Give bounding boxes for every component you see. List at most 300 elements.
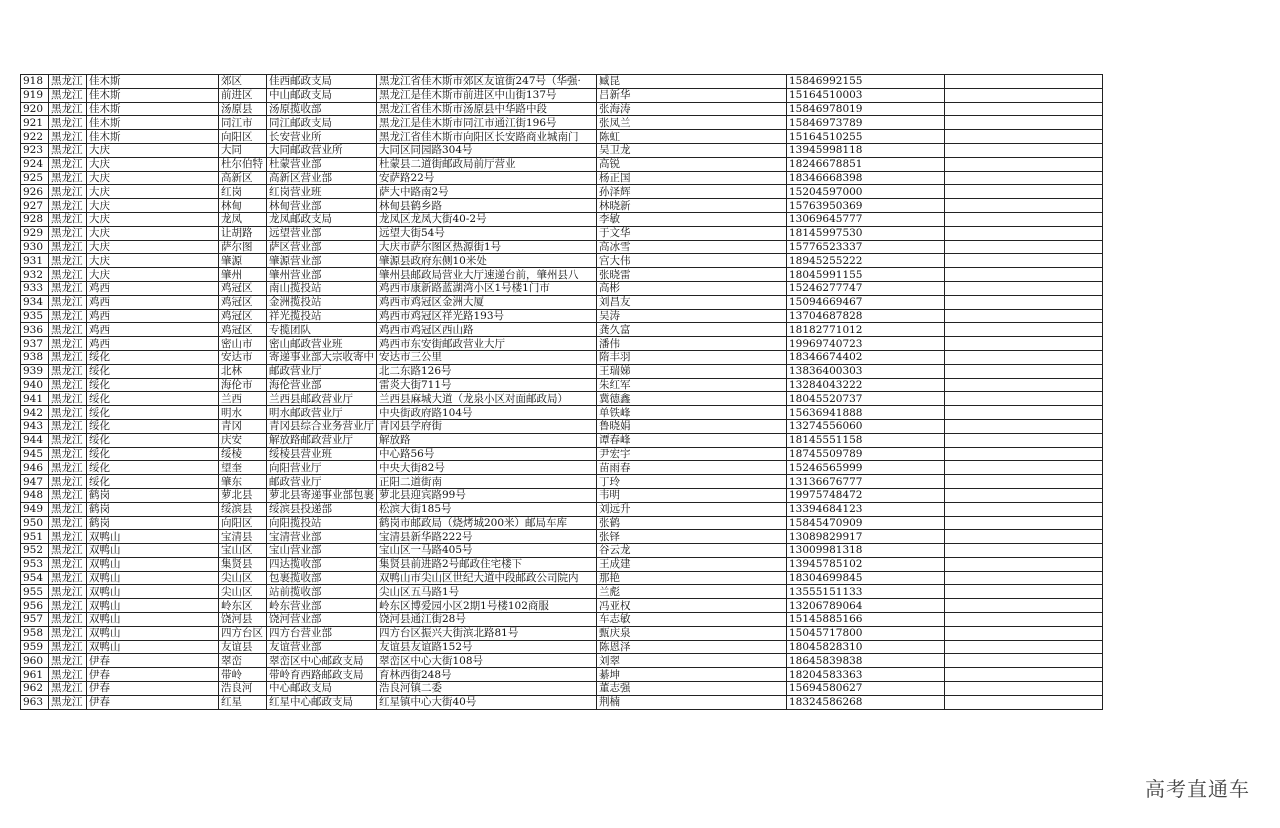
city-cell: 绥化 — [87, 392, 219, 406]
remark-cell — [945, 212, 1103, 226]
table-row — [21, 364, 1103, 378]
address-cell: 黑龙江省佳木斯市郊区友谊街247号（华强· — [377, 75, 597, 89]
phone-cell: 19969740723 — [787, 337, 945, 351]
remark-cell — [945, 530, 1103, 544]
district-cell: 浩良河 — [219, 682, 267, 696]
city-cell: 鸡西 — [87, 295, 219, 309]
province-cell: 黑龙江 — [49, 337, 87, 351]
province-cell: 黑龙江 — [49, 447, 87, 461]
row-number-cell: 933 — [21, 281, 49, 295]
province-cell: 黑龙江 — [49, 350, 87, 364]
contact-name-cell: 潘伟 — [597, 337, 787, 351]
address-cell: 安萨路22号 — [377, 171, 597, 185]
table-row — [21, 571, 1103, 585]
contact-name-cell: 陈恩泽 — [597, 640, 787, 654]
unit-cell: 密山邮政营业班 — [267, 337, 377, 351]
phone-cell: 18204583363 — [787, 668, 945, 682]
province-cell: 黑龙江 — [49, 516, 87, 530]
contact-name-cell: 荆楠 — [597, 695, 787, 709]
address-cell: 双鸭山市尖山区世纪大道中段邮政公司院内 — [377, 571, 597, 585]
unit-cell: 大同邮政营业所 — [267, 143, 377, 157]
table-row — [21, 599, 1103, 613]
row-number-cell: 956 — [21, 599, 49, 613]
contact-name-cell: 刘翠 — [597, 654, 787, 668]
province-cell: 黑龙江 — [49, 488, 87, 502]
unit-cell: 红星中心邮政支局 — [267, 695, 377, 709]
city-cell: 佳木斯 — [87, 75, 219, 89]
contact-name-cell: 尹宏宇 — [597, 447, 787, 461]
contact-name-cell: 冀德鑫 — [597, 392, 787, 406]
address-cell: 鹤岗市邮政局（烧烤城200米）邮局车库 — [377, 516, 597, 530]
phone-cell: 13394684123 — [787, 502, 945, 516]
row-number-cell: 922 — [21, 130, 49, 144]
province-cell: 黑龙江 — [49, 364, 87, 378]
table-row — [21, 102, 1103, 116]
contact-name-cell: 臧昆 — [597, 75, 787, 89]
address-cell: 鸡西市东安街邮政营业大厅 — [377, 337, 597, 351]
province-cell: 黑龙江 — [49, 212, 87, 226]
table-row — [21, 640, 1103, 654]
phone-cell: 18324586268 — [787, 695, 945, 709]
district-cell: 龙凤 — [219, 212, 267, 226]
phone-cell: 13274556060 — [787, 419, 945, 433]
address-cell: 中央大街82号 — [377, 461, 597, 475]
remark-cell — [945, 88, 1103, 102]
remark-cell — [945, 281, 1103, 295]
phone-cell: 15845470909 — [787, 516, 945, 530]
remark-cell — [945, 116, 1103, 130]
unit-cell: 肇源营业部 — [267, 254, 377, 268]
contact-name-cell: 孙泽辉 — [597, 185, 787, 199]
city-cell: 双鸭山 — [87, 571, 219, 585]
province-cell: 黑龙江 — [49, 88, 87, 102]
phone-cell: 15846973789 — [787, 116, 945, 130]
contact-name-cell: 王瑞娣 — [597, 364, 787, 378]
unit-cell: 肇州营业部 — [267, 268, 377, 282]
city-cell: 大庆 — [87, 199, 219, 213]
district-cell: 红星 — [219, 695, 267, 709]
district-cell: 汤原县 — [219, 102, 267, 116]
contact-name-cell: 吴涛 — [597, 309, 787, 323]
table-row — [21, 668, 1103, 682]
table-row — [21, 143, 1103, 157]
table-row — [21, 516, 1103, 530]
address-cell: 北二东路126号 — [377, 364, 597, 378]
unit-cell: 包裹揽收部 — [267, 571, 377, 585]
unit-cell: 邮政营业厅 — [267, 475, 377, 489]
phone-cell: 15164510003 — [787, 88, 945, 102]
city-cell: 双鸭山 — [87, 626, 219, 640]
address-cell: 大同区同园路304号 — [377, 143, 597, 157]
address-cell: 翠峦区中心大街108号 — [377, 654, 597, 668]
unit-cell: 四方台营业部 — [267, 626, 377, 640]
row-number-cell: 945 — [21, 447, 49, 461]
remark-cell — [945, 626, 1103, 640]
address-cell: 青冈县学府街 — [377, 419, 597, 433]
phone-cell: 18045991155 — [787, 268, 945, 282]
unit-cell: 向阳营业厅 — [267, 461, 377, 475]
remark-cell — [945, 75, 1103, 89]
remark-cell — [945, 309, 1103, 323]
table-row — [21, 254, 1103, 268]
row-number-cell: 940 — [21, 378, 49, 392]
remark-cell — [945, 475, 1103, 489]
contact-name-cell: 高彬 — [597, 281, 787, 295]
province-cell: 黑龙江 — [49, 143, 87, 157]
contact-name-cell: 王成建 — [597, 557, 787, 571]
district-cell: 饶河县 — [219, 613, 267, 627]
unit-cell: 红岗营业班 — [267, 185, 377, 199]
district-cell: 向阳区 — [219, 516, 267, 530]
city-cell: 鸡西 — [87, 323, 219, 337]
phone-cell: 13136676777 — [787, 475, 945, 489]
address-cell: 鸡西市康新路蓝湖湾小区1号楼1门市 — [377, 281, 597, 295]
table-row — [21, 392, 1103, 406]
row-number-cell: 920 — [21, 102, 49, 116]
city-cell: 双鸭山 — [87, 599, 219, 613]
remark-cell — [945, 102, 1103, 116]
province-cell: 黑龙江 — [49, 392, 87, 406]
district-cell: 绥滨县 — [219, 502, 267, 516]
post-office-table — [20, 74, 1103, 710]
phone-cell: 13089829917 — [787, 530, 945, 544]
address-cell: 远望大街54号 — [377, 226, 597, 240]
city-cell: 绥化 — [87, 364, 219, 378]
row-number-cell: 942 — [21, 406, 49, 420]
table-row — [21, 116, 1103, 130]
table-row — [21, 433, 1103, 447]
address-cell: 集贤县前进路2号邮政住宅楼下 — [377, 557, 597, 571]
province-cell: 黑龙江 — [49, 557, 87, 571]
table-row — [21, 544, 1103, 558]
remark-cell — [945, 654, 1103, 668]
city-cell: 大庆 — [87, 185, 219, 199]
address-cell: 林甸县鹤乡路 — [377, 199, 597, 213]
address-cell: 鸡西市鸡冠区西山路 — [377, 323, 597, 337]
unit-cell: 同江邮政支局 — [267, 116, 377, 130]
address-cell: 龙凤区龙凤大街40-2号 — [377, 212, 597, 226]
city-cell: 佳木斯 — [87, 102, 219, 116]
unit-cell: 佳西邮政支局 — [267, 75, 377, 89]
district-cell: 郊区 — [219, 75, 267, 89]
row-number-cell: 957 — [21, 613, 49, 627]
province-cell: 黑龙江 — [49, 268, 87, 282]
district-cell: 红岗 — [219, 185, 267, 199]
remark-cell — [945, 171, 1103, 185]
province-cell: 黑龙江 — [49, 682, 87, 696]
table-row — [21, 502, 1103, 516]
table-row — [21, 281, 1103, 295]
table-row — [21, 461, 1103, 475]
contact-name-cell: 于文华 — [597, 226, 787, 240]
unit-cell: 龙凤邮政支局 — [267, 212, 377, 226]
unit-cell: 绥滨县投递部 — [267, 502, 377, 516]
table-row — [21, 199, 1103, 213]
phone-cell: 15846992155 — [787, 75, 945, 89]
contact-name-cell: 鲁晓娟 — [597, 419, 787, 433]
table-row — [21, 185, 1103, 199]
address-cell: 杜蒙县二道街邮政局前厅营业 — [377, 157, 597, 171]
city-cell: 双鸭山 — [87, 585, 219, 599]
row-number-cell: 935 — [21, 309, 49, 323]
province-cell: 黑龙江 — [49, 544, 87, 558]
province-cell: 黑龙江 — [49, 626, 87, 640]
table-row — [21, 419, 1103, 433]
remark-cell — [945, 268, 1103, 282]
table-row — [21, 130, 1103, 144]
province-cell: 黑龙江 — [49, 240, 87, 254]
unit-cell: 绥棱县营业班 — [267, 447, 377, 461]
province-cell: 黑龙江 — [49, 378, 87, 392]
row-number-cell: 944 — [21, 433, 49, 447]
district-cell: 萝北县 — [219, 488, 267, 502]
phone-cell: 18945255222 — [787, 254, 945, 268]
row-number-cell: 951 — [21, 530, 49, 544]
remark-cell — [945, 502, 1103, 516]
row-number-cell: 928 — [21, 212, 49, 226]
table-row — [21, 626, 1103, 640]
unit-cell: 萝北县寄递事业部包裹 — [267, 488, 377, 502]
unit-cell: 远望营业部 — [267, 226, 377, 240]
table-row — [21, 240, 1103, 254]
city-cell: 绥化 — [87, 447, 219, 461]
row-number-cell: 952 — [21, 544, 49, 558]
address-cell: 宝山区一马路405号 — [377, 544, 597, 558]
phone-cell: 18145551158 — [787, 433, 945, 447]
address-cell: 饶河县通江街28号 — [377, 613, 597, 627]
province-cell: 黑龙江 — [49, 502, 87, 516]
district-cell: 兰西 — [219, 392, 267, 406]
province-cell: 黑龙江 — [49, 130, 87, 144]
table-row — [21, 557, 1103, 571]
contact-name-cell: 张凤兰 — [597, 116, 787, 130]
phone-cell: 15045717800 — [787, 626, 945, 640]
phone-cell: 18045520737 — [787, 392, 945, 406]
contact-name-cell: 朱红军 — [597, 378, 787, 392]
unit-cell: 海伦营业部 — [267, 378, 377, 392]
city-cell: 大庆 — [87, 157, 219, 171]
province-cell: 黑龙江 — [49, 613, 87, 627]
phone-cell: 18045828310 — [787, 640, 945, 654]
unit-cell: 杜蒙营业部 — [267, 157, 377, 171]
phone-cell: 13069645777 — [787, 212, 945, 226]
row-number-cell: 934 — [21, 295, 49, 309]
city-cell: 绥化 — [87, 378, 219, 392]
row-number-cell: 954 — [21, 571, 49, 585]
city-cell: 鸡西 — [87, 281, 219, 295]
district-cell: 带岭 — [219, 668, 267, 682]
city-cell: 佳木斯 — [87, 116, 219, 130]
phone-cell: 15246277747 — [787, 281, 945, 295]
unit-cell: 宝山营业部 — [267, 544, 377, 558]
remark-cell — [945, 695, 1103, 709]
city-cell: 鹤岗 — [87, 516, 219, 530]
province-cell: 黑龙江 — [49, 530, 87, 544]
table-row — [21, 323, 1103, 337]
remark-cell — [945, 488, 1103, 502]
watermark: 高考直通车 — [1145, 777, 1250, 801]
contact-name-cell: 刘远升 — [597, 502, 787, 516]
address-cell: 宝清县新华路222号 — [377, 530, 597, 544]
city-cell: 鸡西 — [87, 337, 219, 351]
address-cell: 正阳二道街南 — [377, 475, 597, 489]
phone-cell: 19975748472 — [787, 488, 945, 502]
remark-cell — [945, 240, 1103, 254]
contact-name-cell: 宫大伟 — [597, 254, 787, 268]
row-number-cell: 941 — [21, 392, 49, 406]
province-cell: 黑龙江 — [49, 571, 87, 585]
row-number-cell: 959 — [21, 640, 49, 654]
phone-cell: 18182771012 — [787, 323, 945, 337]
remark-cell — [945, 433, 1103, 447]
contact-name-cell: 甄庆泉 — [597, 626, 787, 640]
province-cell: 黑龙江 — [49, 433, 87, 447]
remark-cell — [945, 350, 1103, 364]
contact-name-cell: 高锐 — [597, 157, 787, 171]
table-row — [21, 268, 1103, 282]
table-row — [21, 530, 1103, 544]
address-cell: 红星镇中心大街40号 — [377, 695, 597, 709]
table-row — [21, 585, 1103, 599]
address-cell: 萝北县迎宾路99号 — [377, 488, 597, 502]
contact-name-cell: 张晓雷 — [597, 268, 787, 282]
table-row — [21, 88, 1103, 102]
phone-cell: 15636941888 — [787, 406, 945, 420]
province-cell: 黑龙江 — [49, 599, 87, 613]
unit-cell: 站前揽收部 — [267, 585, 377, 599]
province-cell: 黑龙江 — [49, 640, 87, 654]
unit-cell: 饶河营业部 — [267, 613, 377, 627]
phone-cell: 13284043222 — [787, 378, 945, 392]
address-cell: 安达市三公里 — [377, 350, 597, 364]
remark-cell — [945, 392, 1103, 406]
remark-cell — [945, 682, 1103, 696]
district-cell: 尖山区 — [219, 571, 267, 585]
district-cell: 宝清县 — [219, 530, 267, 544]
row-number-cell: 938 — [21, 350, 49, 364]
city-cell: 鹤岗 — [87, 502, 219, 516]
district-cell: 向阳区 — [219, 130, 267, 144]
unit-cell: 专揽团队 — [267, 323, 377, 337]
phone-cell: 15145885166 — [787, 613, 945, 627]
contact-name-cell: 丁玲 — [597, 475, 787, 489]
phone-cell: 15164510255 — [787, 130, 945, 144]
address-cell: 黑龙江是佳木斯市前进区中山街137号 — [377, 88, 597, 102]
district-cell: 四方台区 — [219, 626, 267, 640]
contact-name-cell: 车志敏 — [597, 613, 787, 627]
province-cell: 黑龙江 — [49, 585, 87, 599]
row-number-cell: 961 — [21, 668, 49, 682]
city-cell: 鹤岗 — [87, 488, 219, 502]
province-cell: 黑龙江 — [49, 406, 87, 420]
table-row — [21, 157, 1103, 171]
phone-cell: 18645839838 — [787, 654, 945, 668]
row-number-cell: 943 — [21, 419, 49, 433]
contact-name-cell: 吕新华 — [597, 88, 787, 102]
phone-cell: 18145997530 — [787, 226, 945, 240]
row-number-cell: 963 — [21, 695, 49, 709]
address-cell: 四方台区振兴大街滨北路81号 — [377, 626, 597, 640]
table-row — [21, 171, 1103, 185]
remark-cell — [945, 585, 1103, 599]
district-cell: 北林 — [219, 364, 267, 378]
unit-cell: 四达揽收部 — [267, 557, 377, 571]
phone-cell: 13206789064 — [787, 599, 945, 613]
remark-cell — [945, 157, 1103, 171]
district-cell: 海伦市 — [219, 378, 267, 392]
address-cell: 尖山区五马路1号 — [377, 585, 597, 599]
city-cell: 伊春 — [87, 682, 219, 696]
row-number-cell: 946 — [21, 461, 49, 475]
address-cell: 黑龙江是佳木斯市同江市通江街196号 — [377, 116, 597, 130]
address-cell: 中心路56号 — [377, 447, 597, 461]
phone-cell: 15763950369 — [787, 199, 945, 213]
district-cell: 杜尔伯特 — [219, 157, 267, 171]
province-cell: 黑龙江 — [49, 102, 87, 116]
province-cell: 黑龙江 — [49, 668, 87, 682]
unit-cell: 林甸营业部 — [267, 199, 377, 213]
address-cell: 大庆市萨尔图区热源街1号 — [377, 240, 597, 254]
city-cell: 双鸭山 — [87, 640, 219, 654]
city-cell: 双鸭山 — [87, 557, 219, 571]
province-cell: 黑龙江 — [49, 254, 87, 268]
address-cell: 岭东区博爱园小区2期1号楼102商服 — [377, 599, 597, 613]
address-cell: 友谊县友谊路152号 — [377, 640, 597, 654]
unit-cell: 兰西县邮政营业厅 — [267, 392, 377, 406]
remark-cell — [945, 226, 1103, 240]
row-number-cell: 958 — [21, 626, 49, 640]
district-cell: 尖山区 — [219, 585, 267, 599]
unit-cell: 解放路邮政营业厅 — [267, 433, 377, 447]
row-number-cell: 929 — [21, 226, 49, 240]
contact-name-cell: 韦明 — [597, 488, 787, 502]
remark-cell — [945, 378, 1103, 392]
remark-cell — [945, 254, 1103, 268]
contact-name-cell: 林晓新 — [597, 199, 787, 213]
district-cell: 肇东 — [219, 475, 267, 489]
unit-cell: 友谊营业部 — [267, 640, 377, 654]
city-cell: 佳木斯 — [87, 130, 219, 144]
contact-name-cell: 谭春峰 — [597, 433, 787, 447]
city-cell: 绥化 — [87, 475, 219, 489]
remark-cell — [945, 406, 1103, 420]
province-cell: 黑龙江 — [49, 295, 87, 309]
city-cell: 大庆 — [87, 268, 219, 282]
contact-name-cell: 张铎 — [597, 530, 787, 544]
phone-cell: 13009981318 — [787, 544, 945, 558]
unit-cell: 金洲揽投站 — [267, 295, 377, 309]
row-number-cell: 937 — [21, 337, 49, 351]
city-cell: 伊春 — [87, 695, 219, 709]
province-cell: 黑龙江 — [49, 419, 87, 433]
remark-cell — [945, 337, 1103, 351]
remark-cell — [945, 544, 1103, 558]
table-row — [21, 613, 1103, 627]
phone-cell: 13555151133 — [787, 585, 945, 599]
remark-cell — [945, 668, 1103, 682]
table-body — [21, 75, 1103, 710]
remark-cell — [945, 323, 1103, 337]
phone-cell: 13945998118 — [787, 143, 945, 157]
city-cell: 鸡西 — [87, 309, 219, 323]
address-cell: 黑龙江省佳木斯市汤原县中华路中段 — [377, 102, 597, 116]
unit-cell: 邮政营业厅 — [267, 364, 377, 378]
address-cell: 肇州县邮政局营业大厅速递台前，肇州县八 — [377, 268, 597, 282]
district-cell: 青冈 — [219, 419, 267, 433]
remark-cell — [945, 599, 1103, 613]
district-cell: 密山市 — [219, 337, 267, 351]
unit-cell: 明水邮政营业厅 — [267, 406, 377, 420]
